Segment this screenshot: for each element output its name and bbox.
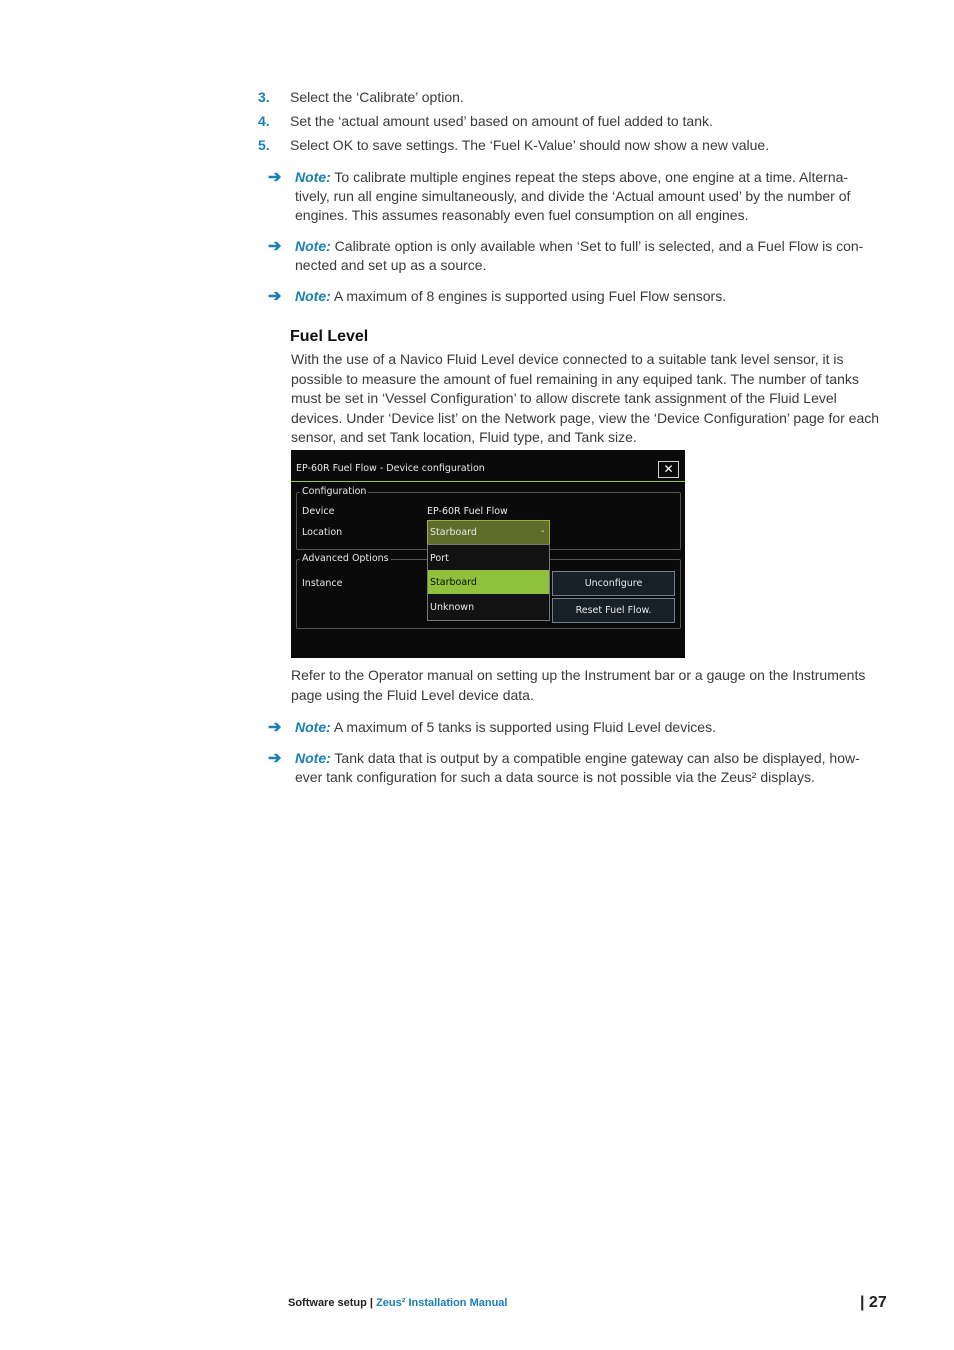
steps-list [258, 88, 898, 160]
page-footer [288, 1297, 507, 1309]
location-dropdown[interactable] [427, 520, 550, 545]
section-paragraph [291, 350, 895, 448]
page-number: | 27 [860, 1294, 887, 1311]
step-item [258, 88, 898, 112]
footer-manual-title: Zeus² Installation Manual [376, 1297, 508, 1309]
note-max-tanks [268, 718, 878, 737]
note-calibrate-option [268, 237, 878, 275]
unconfigure-button[interactable]: Unconfigure [552, 571, 675, 596]
note-text: To calibrate multiple engines repeat the steps above, one engine at a time. Alterna- [334, 169, 849, 185]
note-text: engines. This assumes reasonably even fuel consumption on all engines. [295, 207, 749, 223]
instance-label: Instance [302, 578, 343, 589]
refer-paragraph [291, 666, 895, 705]
paragraph-line: must be set in ‘Vessel Configuration’ to allow discrete tank assignment of the Fluid Level [291, 390, 837, 406]
paragraph-line: Refer to the Operator manual on setting up the Instrument bar or a gauge on the Instruments [291, 667, 866, 683]
arrow-icon: ➔ [268, 238, 282, 255]
arrow-icon: ➔ [268, 719, 282, 736]
option-port[interactable] [428, 546, 549, 570]
note-text: nected and set up as a source. [295, 257, 487, 273]
option-label: Starboard [430, 577, 477, 588]
step-number: 5. [258, 137, 270, 153]
arrow-icon: ➔ [268, 288, 282, 305]
note-text: tively, run all engine simultaneously, and divide the ‘Actual amount used’ by the number of [295, 188, 851, 204]
note-calibrate-multiple [268, 168, 878, 225]
note-label: Note: [295, 750, 331, 766]
option-unknown[interactable] [428, 595, 549, 619]
note-text: A maximum of 8 engines is supported using Fuel Flow sensors. [333, 288, 727, 304]
paragraph-line: devices. Under ‘Device list’ on the Network page, view the ‘Device Configuration’ page for each [291, 409, 880, 426]
option-label: Port [430, 553, 449, 564]
device-config-screenshot [291, 450, 685, 658]
note-label: Note: [295, 169, 331, 185]
location-options-menu [427, 544, 550, 621]
device-value: EP-60R Fuel Flow [427, 506, 508, 517]
note-text: A maximum of 5 tanks is supported using Fluid Level devices. [333, 719, 716, 735]
note-tank-gateway [268, 749, 878, 787]
footer-separator: | [366, 1297, 377, 1309]
step-text: Select the ‘Calibrate’ option. [290, 89, 464, 105]
close-icon[interactable]: ✕ [658, 461, 679, 478]
location-selected-value: Starboard [430, 527, 477, 538]
dialog-titlebar [291, 450, 685, 482]
paragraph-line: page using the Fluid Level device data. [291, 686, 534, 703]
footer-section: Software setup [288, 1297, 367, 1309]
option-label: Unknown [430, 602, 475, 613]
step-text: Set the ‘actual amount used’ based on amount of fuel added to tank. [290, 113, 713, 129]
note-label: Note: [295, 288, 331, 304]
configuration-legend: Configuration [302, 486, 367, 497]
paragraph-line: sensor, and set Tank location, Fluid type, and Tank size. [291, 429, 637, 445]
note-label: Note: [295, 238, 331, 254]
option-starboard[interactable] [428, 570, 549, 594]
device-label: Device [302, 506, 335, 517]
paragraph-line: possible to measure the amount of fuel remaining in any equiped tank. The number of tanks [291, 370, 859, 387]
step-number: 4. [258, 113, 270, 129]
advanced-options-legend: Advanced Options [302, 553, 389, 564]
note-max-engines [268, 287, 878, 306]
location-label: Location [302, 527, 343, 538]
step-text: Select OK to save settings. The ‘Fuel K-Value’ should now show a new value. [290, 137, 770, 153]
note-text: Calibrate option is only available when ‘Set to full’ is selected, and a Fuel Flow is con- [334, 238, 864, 254]
section-heading: Fuel Level [290, 328, 369, 345]
step-item [258, 112, 898, 136]
note-text: ever tank configuration for such a data source is not possible via the Zeus² displays. [295, 769, 815, 785]
step-number: 3. [258, 89, 270, 105]
note-label: Note: [295, 719, 331, 735]
note-text: Tank data that is output by a compatible engine gateway can also be displayed, how- [334, 750, 860, 766]
dialog-title: EP-60R Fuel Flow - Device configuration [296, 463, 485, 474]
reset-fuel-flow-button[interactable]: Reset Fuel Flow. [552, 598, 675, 623]
arrow-icon: ➔ [268, 169, 282, 186]
chevron-down-icon: - [541, 526, 545, 537]
paragraph-line: With the use of a Navico Fluid Level device connected to a suitable tank level sensor, it is [291, 351, 844, 367]
arrow-icon: ➔ [268, 750, 282, 767]
step-item [258, 136, 898, 160]
